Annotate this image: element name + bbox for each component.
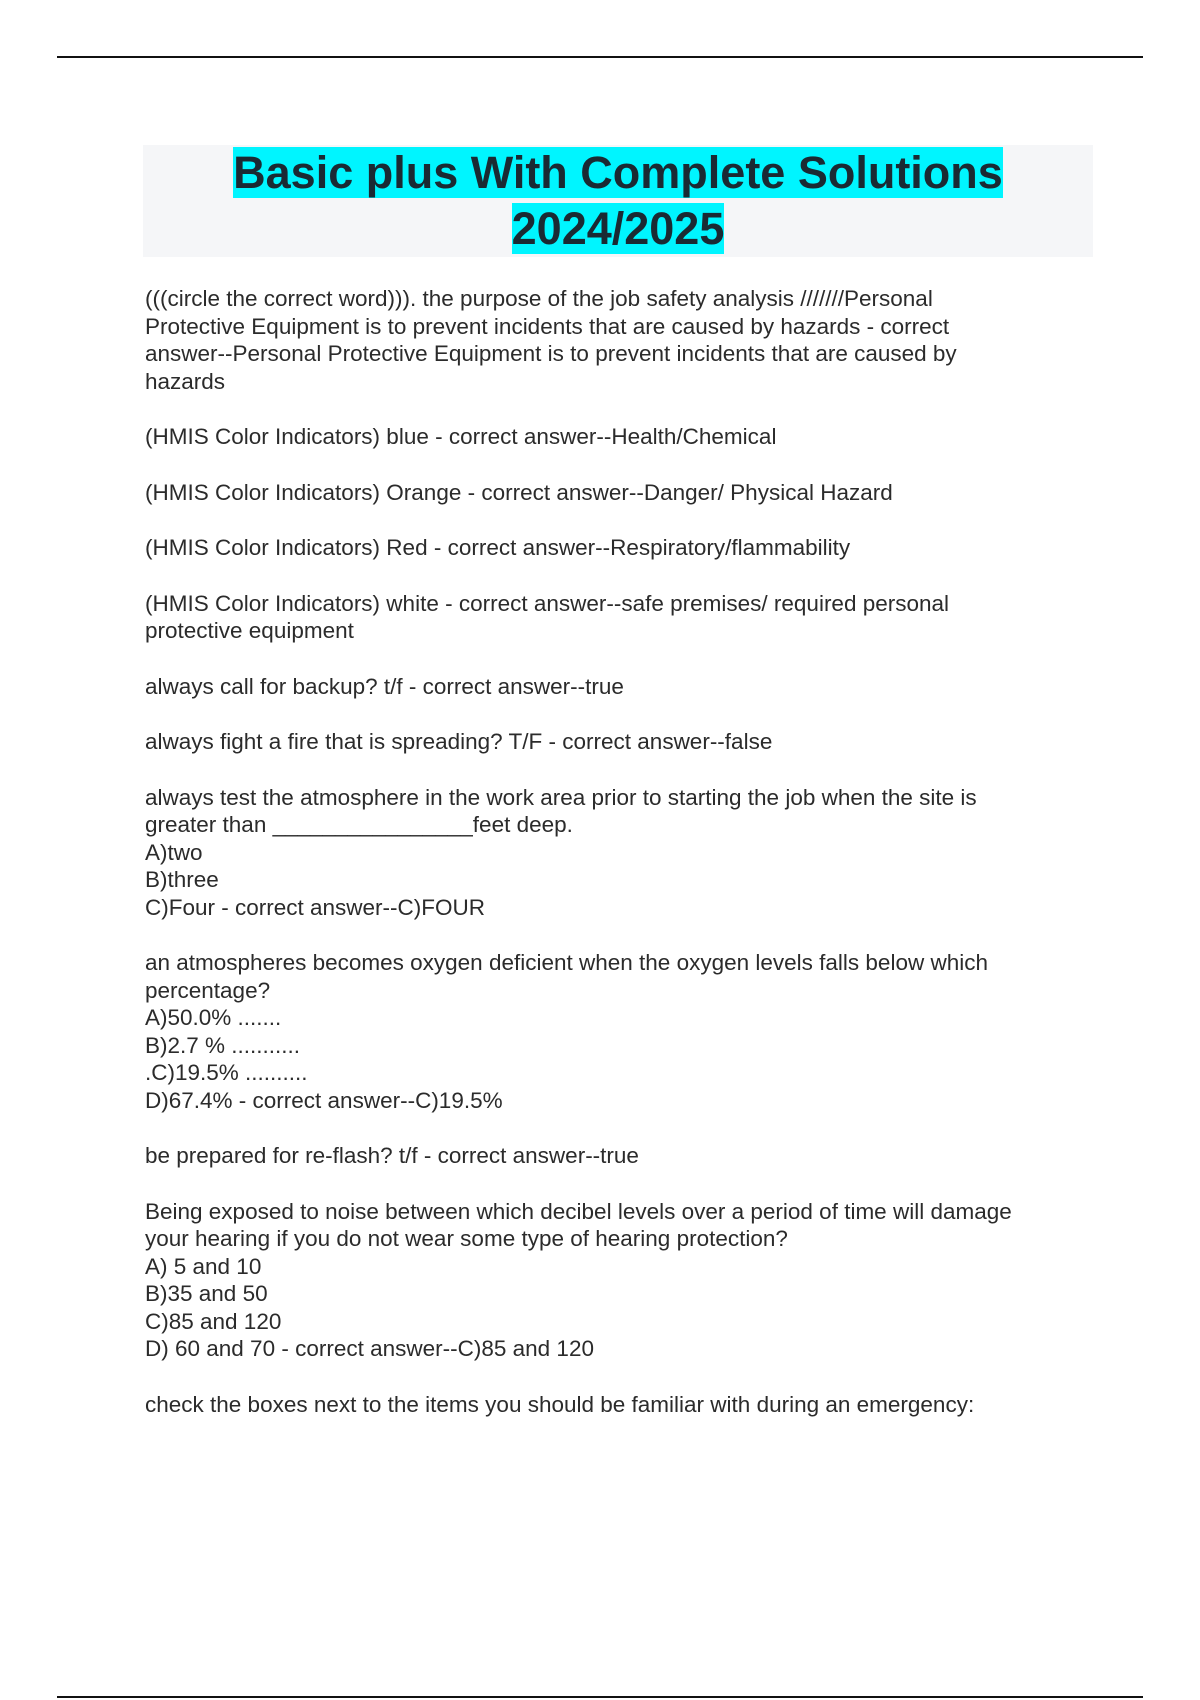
- entry-text-line: (HMIS Color Indicators) Red - correct answer--Respiratory/flammability: [145, 535, 851, 560]
- entry-text-line: A) 5 and 10: [145, 1253, 262, 1279]
- entry-text-line: B)2.7 % ...........: [145, 1032, 301, 1058]
- entry-text-line: your hearing if you do not wear some type of hearing protection?: [145, 1226, 788, 1251]
- entry-text-line: protective equipment: [145, 618, 354, 643]
- entry-text-line: always fight a fire that is spreading? T/F - correct answer--false: [145, 729, 773, 754]
- document-title-line-2: 2024/2025: [511, 203, 725, 254]
- qa-entry: [145, 728, 1095, 756]
- entry-text-line: hazards: [145, 368, 226, 394]
- entry-text-line: be prepared for re-flash? t/f - correct answer--true: [145, 1143, 639, 1168]
- entry-text-line: D) 60 and 70 - correct answer--C)85 and 120: [145, 1336, 594, 1361]
- entry-text-line: percentage?: [145, 977, 271, 1003]
- qa-entry: [145, 534, 1095, 562]
- title-banner: [143, 145, 1093, 257]
- entry-text-line: always test the atmosphere in the work area prior to starting the job when the site is: [145, 784, 977, 810]
- entry-text-line: (HMIS Color Indicators) blue - correct answer--Health/Chemical: [145, 424, 777, 449]
- entry-text-line: greater than ________________feet deep.: [145, 812, 573, 837]
- qa-entry: [145, 423, 1095, 451]
- entry-text-line: (HMIS Color Indicators) Orange - correct answer--Danger/ Physical Hazard: [145, 479, 893, 505]
- document-body: [145, 285, 1095, 1446]
- top-divider: [57, 56, 1143, 58]
- entry-text-line: C)85 and 120: [145, 1308, 282, 1334]
- entry-text-line: check the boxes next to the items you should be familiar with during an emergency:: [145, 1391, 975, 1417]
- entry-text-line: always call for backup? t/f - correct answer--true: [145, 673, 624, 699]
- entry-text-line: (((circle the correct word))). the purpose of the job safety analysis ///////Personal: [145, 286, 933, 311]
- qa-entry: [145, 784, 1095, 922]
- entry-text-line: answer--Personal Protective Equipment is to prevent incidents that are caused by: [145, 341, 957, 366]
- entry-text-line: .C)19.5% ..........: [145, 1060, 308, 1085]
- entry-text-line: A)two: [145, 839, 203, 865]
- bottom-divider: [57, 1696, 1143, 1698]
- entry-text-line: an atmospheres becomes oxygen deficient when the oxygen levels falls below which: [145, 950, 988, 975]
- document-title-line-1: Basic plus With Complete Solutions: [233, 147, 1003, 198]
- entry-text-line: B)35 and 50: [145, 1281, 268, 1306]
- qa-entry: [145, 590, 1095, 645]
- entry-text-line: B)three: [145, 867, 219, 892]
- qa-entry: [145, 949, 1095, 1114]
- entry-text-line: Being exposed to noise between which decibel levels over a period of time will damage: [145, 1198, 1012, 1224]
- qa-entry: [145, 479, 1095, 507]
- qa-entry: [145, 1391, 1095, 1419]
- entry-text-line: D)67.4% - correct answer--C)19.5%: [145, 1087, 503, 1113]
- entry-text-line: Protective Equipment is to prevent incidents that are caused by hazards - correct: [145, 313, 950, 339]
- entry-text-line: (HMIS Color Indicators) white - correct answer--safe premises/ required personal: [145, 590, 950, 616]
- qa-entry: [145, 673, 1095, 701]
- qa-entry: [145, 1198, 1095, 1363]
- qa-entry: [145, 285, 1095, 395]
- qa-entry: [145, 1142, 1095, 1170]
- entry-text-line: A)50.0% .......: [145, 1005, 282, 1030]
- entry-text-line: C)Four - correct answer--C)FOUR: [145, 894, 486, 920]
